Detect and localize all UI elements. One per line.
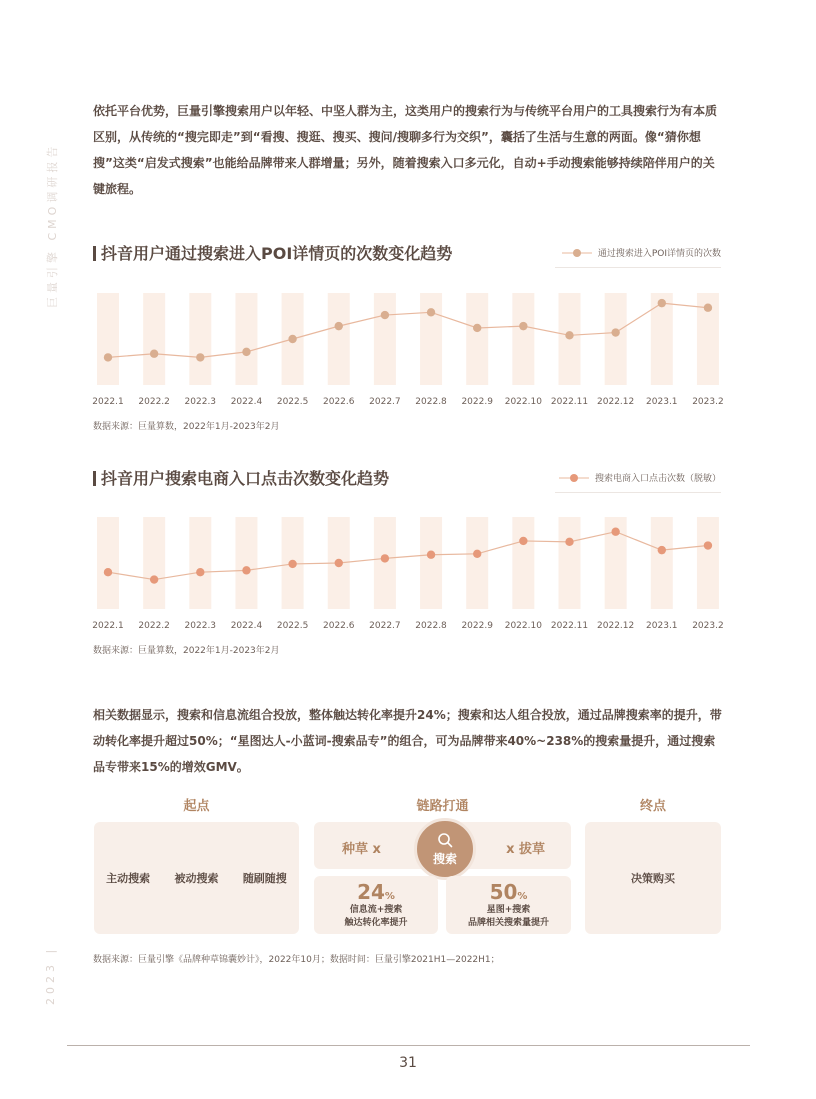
chart-background-bar (512, 517, 534, 609)
flow-middle-title: 链路打通 (416, 799, 469, 814)
x-tick-label: 2023.2 (692, 621, 724, 631)
data-point (519, 537, 527, 545)
x-tick-label: 2022.7 (369, 621, 401, 631)
footer-divider (67, 1045, 750, 1046)
side-year-label: 2023 | (44, 945, 57, 1005)
x-tick-label: 2022.4 (230, 397, 263, 407)
x-tick-label: 2022.5 (276, 397, 309, 407)
flow-source: 数据来源：巨量引擎《品牌种草锦囊妙计》，2022年10月；数据时间：巨量引擎2021H1—2022H1； (93, 955, 500, 965)
chart-background-bar (605, 293, 627, 385)
start-item-passive-search: 被动搜索 (174, 872, 219, 885)
x-tick-label: 2022.11 (550, 621, 589, 631)
chart-background-bar (559, 517, 581, 609)
x-tick-label: 2022.1 (92, 397, 124, 407)
data-point (658, 299, 666, 307)
data-point (104, 353, 112, 361)
chart-background-bar (235, 517, 257, 609)
data-point (427, 308, 435, 316)
x-tick-label: 2022.6 (323, 397, 355, 407)
chart-background-bar (235, 293, 257, 385)
chart-background-bar (143, 517, 165, 609)
chart2-legend-label: 搜索电商入口点击次数（脱敏） (594, 474, 721, 484)
x-tick-label: 2022.8 (415, 621, 447, 631)
search-circle-label: 搜索 (432, 851, 457, 866)
chart2-plot (80, 509, 730, 659)
data-point (150, 575, 158, 583)
x-tick-label: 2022.12 (597, 397, 635, 407)
start-item-browse-search: 随刷随搜 (242, 872, 287, 885)
chart1-plot (80, 285, 730, 435)
stat1-line2: 触达转化率提升 (344, 918, 408, 928)
chart2-title: 抖音用户搜索电商入口点击次数变化趋势 (93, 466, 389, 489)
side-report-label: 巨量引擎 CMO调研报告 (46, 142, 59, 308)
chart-background-bar (466, 293, 488, 385)
data-point (335, 559, 343, 567)
flow-start-box (94, 822, 299, 934)
x-tick-label: 2022.11 (550, 397, 589, 407)
flow-stat1-box (314, 876, 438, 934)
seed-label: 种草 x (342, 842, 381, 857)
chart1-source: 数据来源：巨量算数，2022年1月-2023年2月 (93, 422, 280, 432)
data-point (519, 322, 527, 330)
x-tick-label: 2022.10 (504, 397, 542, 407)
flow-end-title: 终点 (639, 799, 666, 814)
data-point (611, 328, 619, 336)
data-point (381, 311, 389, 319)
stat1-line1: 信息流+搜索 (349, 905, 403, 915)
data-point (196, 353, 204, 361)
end-item-purchase: 决策购买 (631, 872, 675, 885)
chart1-legend (562, 246, 721, 259)
x-tick-label: 2022.9 (461, 397, 493, 407)
data-point (288, 335, 296, 343)
chart-background-bar (420, 293, 442, 385)
chart-background-bar (651, 517, 673, 609)
chart1-legend-divider (555, 267, 721, 268)
data-point (658, 546, 666, 554)
x-tick-label: 2022.2 (138, 621, 170, 631)
x-tick-label: 2022.4 (230, 621, 263, 631)
x-tick-label: 2022.3 (184, 621, 217, 631)
x-tick-label: 2022.2 (138, 397, 170, 407)
data-point (335, 322, 343, 330)
search-icon (437, 832, 453, 848)
intro-paragraph: 依托平台优势，巨量引擎搜索用户以年轻、中坚人群为主，这类用户的搜索行为与传统平台用户的工具搜索行为有本质区别，从传统的“搜完即走”到“看搜、搜逛、搜买、搜问/搜聊多行为交织”，囊括了生活与生意的两面。像“猜你想搜”这类“启发式搜索”也能给品牌带来人群增量；另外，随着搜索入口多元化，自动+手动搜索能够持续陪伴用户的关键旅程。 (93, 104, 718, 196)
chart-background-bar (697, 517, 719, 609)
x-tick-label: 2022.6 (323, 621, 355, 631)
chart-background-bar (512, 293, 534, 385)
legend-line-marker-icon (562, 248, 592, 258)
title-bar-decoration (93, 246, 96, 261)
chart-background-bar (97, 293, 119, 385)
flow-start-title: 起点 (183, 799, 210, 814)
chart-background-bar (420, 517, 442, 609)
search-circle (414, 818, 476, 880)
data-point (288, 560, 296, 568)
x-tick-label: 2022.8 (415, 397, 447, 407)
chart-background-bar (189, 293, 211, 385)
x-tick-label: 2023.2 (692, 397, 724, 407)
data-point (104, 568, 112, 576)
chart2-legend (559, 471, 721, 484)
data-point (473, 550, 481, 558)
x-tick-label: 2023.1 (646, 397, 678, 407)
chart1-title: 抖音用户通过搜索进入POI详情页的次数变化趋势 (93, 241, 452, 264)
x-tick-label: 2022.9 (461, 621, 493, 631)
chart2-source: 数据来源：巨量算数，2022年1月-2023年2月 (93, 646, 280, 656)
data-point (565, 538, 573, 546)
data-point (150, 350, 158, 358)
data-point (704, 541, 712, 549)
stat1-number: 24% (357, 880, 395, 904)
chart-background-bar (328, 293, 350, 385)
chart-background-bar (189, 517, 211, 609)
second-paragraph: 相关数据显示，搜索和信息流组合投放，整体触达转化率提升24%；搜索和达人组合投放，通过品牌搜索率的提升，带动转化率提升超过50%；“星图达人-小蓝词-搜索品专”的组合，可为品牌带来40%~238%的搜索量提升，通过搜索品专带来15%的增效GMV。 (93, 708, 722, 774)
data-point (704, 304, 712, 312)
x-tick-label: 2022.1 (92, 621, 124, 631)
x-tick-label: 2022.7 (369, 397, 401, 407)
chart2-legend-divider (555, 492, 721, 493)
data-point (196, 568, 204, 576)
page-number: 31 (399, 1055, 417, 1071)
chart-background-bar (374, 293, 396, 385)
chart-background-bar (466, 517, 488, 609)
harvest-label: x 拔草 (506, 842, 545, 857)
start-item-active-search: 主动搜索 (106, 872, 151, 885)
legend-line-marker-icon (559, 473, 589, 483)
stat1 (314, 880, 438, 930)
stat2 (446, 880, 571, 930)
data-point (242, 348, 250, 356)
chart-background-bar (143, 293, 165, 385)
data-point (381, 554, 389, 562)
flow-stat2-box (446, 876, 571, 934)
x-tick-label: 2022.3 (184, 397, 217, 407)
x-tick-label: 2022.5 (276, 621, 309, 631)
x-tick-label: 2022.12 (597, 621, 635, 631)
stat2-line2: 品牌相关搜索量提升 (467, 918, 549, 928)
data-point (427, 551, 435, 559)
data-point (611, 528, 619, 536)
data-point (242, 566, 250, 574)
data-point (565, 331, 573, 339)
x-tick-label: 2023.1 (646, 621, 678, 631)
stat2-number: 50% (489, 880, 528, 904)
x-tick-label: 2022.10 (504, 621, 542, 631)
chart-background-bar (374, 517, 396, 609)
chart1-legend-label: 通过搜索进入POI详情页的次数 (597, 249, 721, 259)
data-point (473, 324, 481, 332)
flow-end-box (585, 822, 721, 934)
chart-background-bar (97, 517, 119, 609)
stat2-line1: 星图+搜索 (486, 905, 531, 915)
title-bar-decoration (93, 471, 96, 486)
